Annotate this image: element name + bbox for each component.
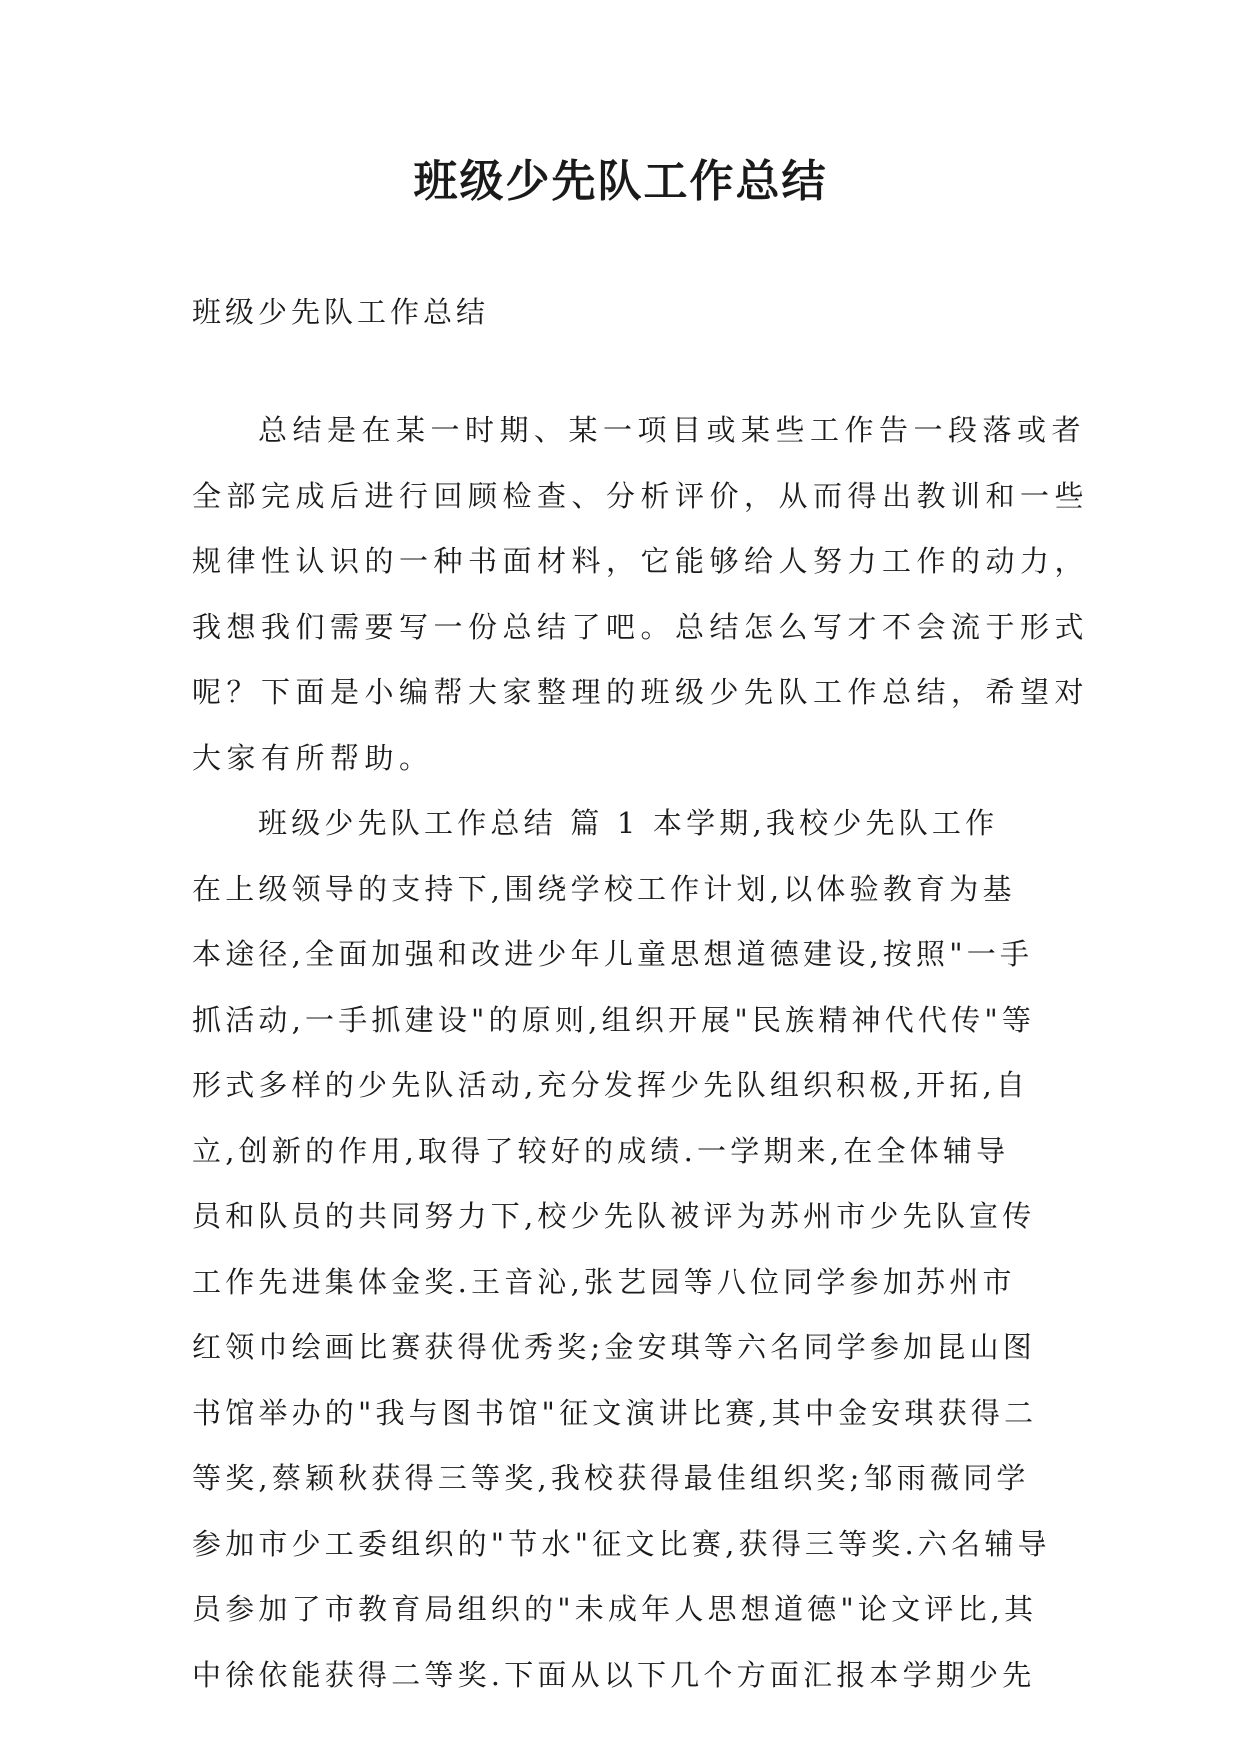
body-line: 本途径,全面加强和改进少年儿童思想道德建设,按照"一手: [192, 937, 1034, 971]
document-subtitle: 班级少先队工作总结: [192, 295, 490, 329]
document-body: [192, 410, 1090, 1720]
body-line: 中徐依能获得二等奖.下面从以下几个方面汇报本学期少先: [192, 1657, 1036, 1692]
body-line: 员参加了市教育局组织的"未成年人思想道德"论文评比,其: [192, 1592, 1038, 1626]
body-line: 我想我们需要写一份总结了吧。总结怎么写才不会流于形式: [192, 609, 1090, 644]
body-line: 全部完成后进行回顾检查、分析评价，从而得出教训和一些: [192, 478, 1090, 513]
body-line: 参加市少工委组织的"节水"征文比赛,获得三等奖.六名辅导: [192, 1526, 1051, 1561]
body-line: 抓活动,一手抓建设"的原则,组织开展"民族精神代代传"等: [192, 1002, 1036, 1037]
body-line: 书馆举办的"我与图书馆"征文演讲比赛,其中金安琪获得二: [192, 1395, 1038, 1430]
body-line: 等奖,蔡颖秋获得三等奖,我校获得最佳组织奖;邹雨薇同学: [192, 1461, 1030, 1495]
body-line: 总结是在某一时期、某一项目或某些工作告一段落或者: [258, 413, 1087, 447]
body-line: 形式多样的少先队活动,充分发挥少先队组织积极,开拓,自: [192, 1068, 1030, 1102]
body-line: 立,创新的作用,取得了较好的成绩.一学期来,在全体辅导: [192, 1133, 1010, 1168]
document-title: 班级少先队工作总结: [413, 156, 828, 207]
body-line: 规律性认识的一种书面材料，它能够给人努力工作的动力，: [192, 544, 1090, 578]
body-line: 工作先进集体金奖.王音沁,张艺园等八位同学参加苏州市: [192, 1264, 1016, 1299]
body-line: 呢？下面是小编帮大家整理的班级少先队工作总结，希望对: [192, 675, 1090, 709]
body-line: 红领巾绘画比赛获得优秀奖;金安琪等六名同学参加昆山图: [192, 1330, 1036, 1364]
body-line: 大家有所帮助。: [192, 740, 434, 775]
body-line: 员和队员的共同努力下,校少先队被评为苏州市少先队宣传: [192, 1199, 1036, 1233]
body-line: 班级少先队工作总结 篇 1 本学期,我校少先队工作: [258, 806, 999, 840]
body-line: 在上级领导的支持下,围绕学校工作计划,以体验教育为基: [192, 871, 1016, 906]
